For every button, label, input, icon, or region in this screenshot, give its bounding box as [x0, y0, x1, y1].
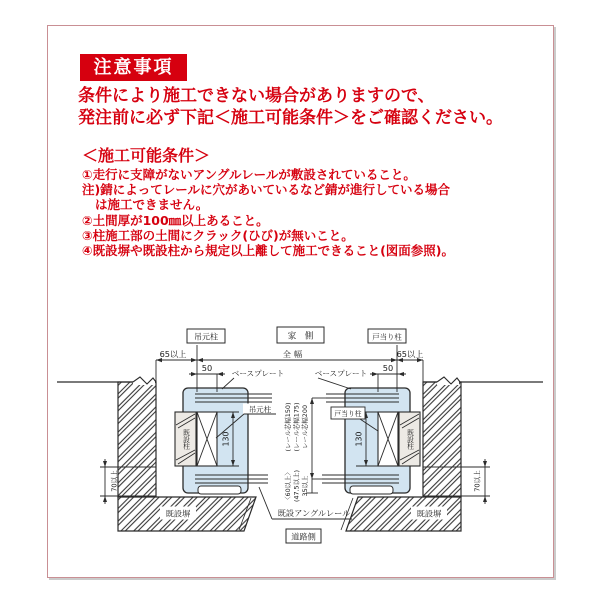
- house-side-label: [277, 327, 324, 343]
- dim-130-label: 130: [354, 431, 364, 447]
- dim-clear-60: 〈60以上〉: [284, 469, 292, 503]
- hinge-post-label-top: [187, 329, 225, 343]
- installation-diagram: [0, 318, 600, 558]
- dim-min65-right: 65以上: [396, 349, 424, 359]
- road-side-label: [286, 529, 321, 543]
- condition-item: ①走行に支障がないアングルレールが敷設されていること。: [82, 167, 416, 182]
- condition-item: は施工できません。: [95, 197, 209, 213]
- svg-text:吊元柱: 吊元柱: [194, 332, 218, 342]
- dim-rail-width-175: (レール芯幅175): [292, 402, 301, 452]
- dim-rail-width-150: (レール芯幅150): [284, 402, 292, 452]
- notice-lead: [78, 85, 503, 129]
- stop-post-section: [378, 412, 398, 466]
- notice-line-2: 発注前に必ず下記＜施工可能条件＞をご確認ください。: [78, 108, 503, 128]
- hinge-post-section: [197, 412, 217, 466]
- dim-clear-47: (47.5以上): [292, 470, 301, 502]
- svg-text:ベースプレート: ベースプレート: [231, 369, 285, 378]
- existing-wall-left: [57, 377, 156, 497]
- svg-text:道路側: 道路側: [291, 531, 316, 542]
- condition-item: ④既設塀や既設柱から規定以上離して施工できること(図面参照)。: [82, 243, 455, 259]
- existing-wall-lower-left: [118, 497, 256, 531]
- dim-min65-left: 65以上: [159, 349, 187, 359]
- svg-text:ベースプレート: ベースプレート: [314, 369, 368, 378]
- existing-post-label: 既設柱: [181, 429, 190, 450]
- dim-50-label: 50: [382, 363, 394, 373]
- existing-post-left: [175, 412, 196, 466]
- conditions-heading: ＜施工可能条件＞: [82, 146, 211, 165]
- condition-item: ②土間厚が100㎜以上あること。: [82, 212, 269, 228]
- dim-70-label: 70以上: [110, 470, 119, 492]
- existing-wall-right: [423, 377, 543, 497]
- condition-item: ③柱施工部の土間にクラック(ひび)が無いこと。: [82, 227, 354, 243]
- notice-line-1: 条件により施工できない場合がありますので、: [78, 86, 435, 106]
- existing-post-right: [399, 412, 420, 466]
- existing-wall-label: 既設塀: [416, 508, 442, 519]
- stop-post-label-top: [368, 329, 406, 343]
- svg-text:既設アングルレール: 既設アングルレール: [277, 508, 351, 518]
- baseplate-label-right: [315, 369, 367, 389]
- existing-post-label: 既設柱: [405, 429, 414, 450]
- dim-full-width: 全幅: [282, 349, 306, 359]
- baseplate-label-left: [222, 369, 284, 389]
- svg-text:戸当り柱: 戸当り柱: [372, 332, 402, 342]
- condition-item: 注)錆によってレールに穴があいているなど錆が進行している場合: [82, 182, 450, 198]
- conditions-list: [82, 167, 454, 258]
- notice-badge: 注意事項: [80, 54, 187, 81]
- existing-wall-label: 既設塀: [165, 508, 191, 519]
- svg-text:家 側: 家 側: [287, 331, 314, 342]
- dim-rail-width-200: レール芯幅200: [301, 404, 309, 450]
- dim-rail-width: [283, 398, 326, 503]
- svg-text:戸当り柱: 戸当り柱: [334, 409, 362, 418]
- dim-clear-35: 35以上: [301, 475, 309, 497]
- existing-wall-lower-right: [341, 497, 461, 531]
- svg-text:吊元柱: 吊元柱: [248, 405, 272, 414]
- dim-130-label: 130: [221, 431, 231, 447]
- dim-50-label: 50: [201, 363, 213, 373]
- dim-70-label: 70以上: [473, 470, 482, 492]
